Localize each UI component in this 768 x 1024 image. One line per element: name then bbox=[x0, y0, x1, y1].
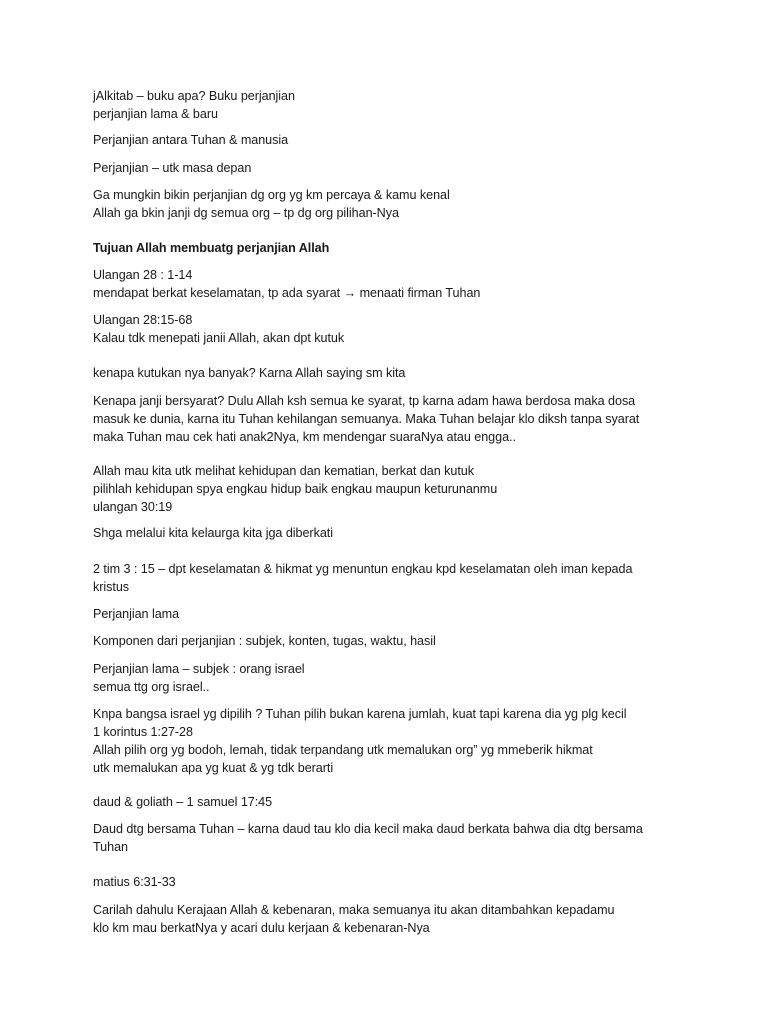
paragraph-7 bbox=[93, 311, 693, 347]
paragraph-1 bbox=[93, 87, 693, 123]
text-line: maka Tuhan mau cek hati anak2Nya, km mendengar suaraNya atau engga.. bbox=[93, 430, 516, 444]
paragraph-8 bbox=[93, 364, 693, 382]
text-line: Shga melalui kita kelaurga kita jga diberkati bbox=[93, 526, 333, 540]
text-line: Perjanjian lama bbox=[93, 607, 180, 621]
text-line: klo km mau berkatNya y acari dulu kerjaan & kebenaran-Nya bbox=[93, 921, 430, 935]
paragraph-10 bbox=[93, 462, 693, 516]
text-line: Daud dtg bersama Tuhan – karna daud tau klo dia kecil maka daud berkata bahwa dia dtg bersama bbox=[93, 822, 643, 836]
paragraph-13 bbox=[93, 605, 693, 623]
text-line: jAlkitab – buku apa? Buku perjanjian bbox=[93, 89, 295, 103]
text-line: Ulangan 28:15-68 bbox=[93, 313, 193, 327]
text-line: daud & goliath – 1 samuel 17:45 bbox=[93, 795, 273, 809]
section-heading bbox=[93, 239, 693, 257]
text-line: Ga mungkin bikin perjanjian dg org yg km percaya & kamu kenal bbox=[93, 188, 450, 202]
paragraph-2 bbox=[93, 131, 693, 149]
text-line: Kalau tdk menepati janii Allah, akan dpt kutuk bbox=[93, 331, 345, 345]
paragraph-12 bbox=[93, 560, 693, 596]
paragraph-16 bbox=[93, 705, 693, 777]
paragraph-3 bbox=[93, 159, 693, 177]
text-line: kenapa kutukan nya banyak? Karna Allah saying sm kita bbox=[93, 366, 406, 380]
text-line: Carilah dahulu Kerajaan Allah & kebenaran, maka semuanya itu akan ditambahkan kepadamu bbox=[93, 903, 615, 917]
text-line: Perjanjian antara Tuhan & manusia bbox=[93, 133, 289, 147]
paragraph-20 bbox=[93, 901, 693, 937]
paragraph-9 bbox=[93, 392, 693, 446]
text-line: Allah ga bkin janji dg semua org – tp dg org pilihan-Nya bbox=[93, 206, 399, 220]
text-line: Kenapa janji bersyarat? Dulu Allah ksh semua ke syarat, tp karna adam hawa berdosa maka dosa bbox=[93, 394, 636, 408]
text-line: matius 6:31-33 bbox=[93, 875, 176, 889]
paragraph-19 bbox=[93, 873, 693, 891]
text-line: ulangan 30:19 bbox=[93, 500, 173, 514]
text-line: pilihlah kehidupan spya engkau hidup baik engkau maupun keturunanmu bbox=[93, 482, 498, 496]
paragraph-18 bbox=[93, 820, 693, 856]
text-line: Perjanjian – utk masa depan bbox=[93, 161, 252, 175]
paragraph-11 bbox=[93, 524, 693, 542]
text-line: mendapat berkat keselamatan, tp ada syarat → menaati firman Tuhan bbox=[93, 286, 481, 300]
text-line: masuk ke dunia, karna itu Tuhan kehilangan semuanya. Maka Tuhan belajar klo diksh tanpa syarat bbox=[93, 412, 640, 426]
text-line: Perjanjian lama – subjek : orang israel bbox=[93, 662, 305, 676]
text-line: Allah mau kita utk melihat kehidupan dan kematian, berkat dan kutuk bbox=[93, 464, 474, 478]
text-line: Tuhan bbox=[93, 840, 128, 854]
paragraph-15 bbox=[93, 660, 693, 696]
paragraph-14 bbox=[93, 632, 693, 650]
text-line: Komponen dari perjanjian : subjek, konten, tugas, waktu, hasil bbox=[93, 634, 436, 648]
paragraph-17 bbox=[93, 793, 693, 811]
text-line: 2 tim 3 : 15 – dpt keselamatan & hikmat yg menuntun engkau kpd keselamatan oleh iman kepada bbox=[93, 562, 633, 576]
heading-line: Tujuan Allah membuatg perjanjian Allah bbox=[93, 241, 330, 255]
paragraph-6 bbox=[93, 266, 693, 302]
paragraph-4 bbox=[93, 186, 693, 222]
text-line: 1 korintus 1:27-28 bbox=[93, 725, 193, 739]
text-line: utk memalukan apa yg kuat & yg tdk berarti bbox=[93, 761, 334, 775]
text-line: Knpa bangsa israel yg dipilih ? Tuhan pilih bukan karena jumlah, kuat tapi karena dia yg plg kecil bbox=[93, 707, 627, 721]
text-line: kristus bbox=[93, 580, 130, 594]
text-line: Ulangan 28 : 1-14 bbox=[93, 268, 193, 282]
text-line: semua ttg org israel.. bbox=[93, 680, 210, 694]
text-line: perjanjian lama & baru bbox=[93, 107, 218, 121]
text-line: Allah pilih org yg bodoh, lemah, tidak terpandang utk memalukan org” yg mmeberik hikmat bbox=[93, 743, 593, 757]
